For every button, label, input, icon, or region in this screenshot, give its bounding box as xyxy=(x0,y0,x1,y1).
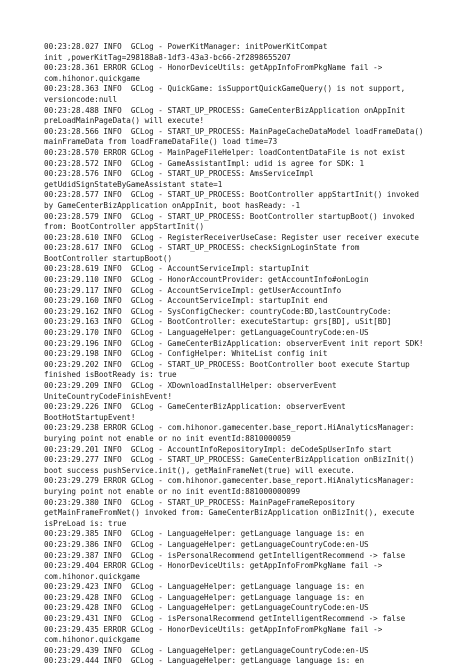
log-line: from: BootController appStartInit() xyxy=(44,222,205,232)
log-line: 00:23:29.386 INFO GCLog - LanguageHelper: getLanguageCountryCode:en-US xyxy=(44,539,369,549)
log-line: 00:23:29.423 INFO GCLog - LanguageHelper: getLanguage language is: en xyxy=(44,582,365,592)
log-line: getUdidSignStateByGameAssistant state=1 xyxy=(44,179,223,189)
log-line: BootHotStartupEvent! xyxy=(44,412,136,422)
log-line: 00:23:29.444 INFO GCLog - LanguageHelper: getLanguage language is: en xyxy=(44,656,365,666)
log-line: burying point not enable or no init eventId:8810000059 xyxy=(44,433,291,443)
log-line: versioncode:null xyxy=(44,94,118,104)
log-line: preLoadMainPageData() will execute! xyxy=(44,116,205,126)
log-line: 00:23:29.162 INFO GCLog - SysConfigChecker: countryCode:BD,lastCountryCode: xyxy=(44,306,392,316)
log-line: 00:23:28.027 INFO GCLog - PowerKitManager: initPowerKitCompat xyxy=(44,42,328,51)
log-line: 00:23:29.385 INFO GCLog - LanguageHelper: getLanguage language is: en xyxy=(44,529,365,539)
log-line: com.hihonor.quickgame xyxy=(44,73,141,83)
log-line: 00:23:29.439 INFO GCLog - LanguageHelper: getLanguageCountryCode:en-US xyxy=(44,645,369,655)
log-line: init ,powerKitTag=298188a8-1df3-43a3-bc66-2f2898655207 xyxy=(44,52,291,62)
log-line: 00:23:29.163 INFO GCLog - BootController: executeStartup: grs[BD], uSit[BD] xyxy=(44,317,392,327)
log-line: by GameCenterBizApplication onAppInit, boot hasReady: -1 xyxy=(44,200,301,210)
log-line: 00:23:29.380 INFO GCLog - START_UP_PROCESS: MainPageFrameRepository xyxy=(44,497,355,507)
log-line: 00:23:28.566 INFO GCLog - START_UP_PROCESS: MainPageCacheDataModel loadFrameData() xyxy=(44,126,424,136)
log-line: com.hihonor.quickgame xyxy=(44,635,141,645)
log-line: 00:23:29.202 INFO GCLog - START_UP_PROCESS: BootController boot execute Startup xyxy=(44,359,410,369)
log-line: 00:23:29.201 INFO GCLog - AccountInfoRepositoryImpl: deCodeSpUserInfo start xyxy=(44,444,392,454)
log-line: 00:23:29.110 INFO GCLog - HonorAccountProvider: getAccountInfo#onLogin xyxy=(44,275,369,285)
log-line: BootController startupBoot() xyxy=(44,253,173,263)
log-line: 00:23:28.576 INFO GCLog - START_UP_PROCESS: AmsServiceImpl xyxy=(44,169,314,179)
log-line: UniteCountryCodeFinishEvent! xyxy=(44,391,173,401)
log-line: 00:23:29.277 INFO GCLog - START_UP_PROCESS: GameCenterBizApplication onBizInit() xyxy=(44,455,415,465)
log-line: 00:23:28.579 INFO GCLog - START_UP_PROCESS: BootController startupBoot() invoked xyxy=(44,211,415,221)
log-line: 00:23:28.572 INFO GCLog - GameAssistantImpl: udid is agree for SDK: 1 xyxy=(44,158,365,168)
log-line: 00:23:28.610 INFO GCLog - RegisterReceiverUseCase: Register user receiver execute xyxy=(44,232,419,242)
log-line: 00:23:28.363 INFO GCLog - QuickGame: isSupportQuickGameQuery() is not support, xyxy=(44,84,406,94)
log-line: isPreLoad is: true xyxy=(44,518,127,528)
log-line: 00:23:29.428 INFO GCLog - LanguageHelper: getLanguageCountryCode:en-US xyxy=(44,603,369,613)
log-line: 00:23:29.431 INFO GCLog - isPersonalRecommend getIntelligentRecommend -> false xyxy=(44,614,406,624)
log-line: com.hihonor.quickgame xyxy=(44,571,141,581)
log-line: 00:23:28.617 INFO GCLog - START_UP_PROCESS: checkSignLoginState from xyxy=(44,243,360,253)
log-line: 00:23:29.196 INFO GCLog - GameCenterBizApplication: observerEvent init report SDK! xyxy=(44,338,424,348)
log-line: 00:23:29.117 INFO GCLog - AccountServiceImpl: getUserAccountInfo xyxy=(44,285,342,295)
log-line: 00:23:29.226 INFO GCLog - GameCenterBizApplication: observerEvent xyxy=(44,402,346,412)
log-line: 00:23:29.238 ERROR GCLog - com.hihonor.gamecenter.base_report.HiAnalyticsManager: xyxy=(44,423,415,433)
log-line: finished isBootReady is: true xyxy=(44,370,177,380)
log-line: 00:23:28.488 INFO GCLog - START_UP_PROCESS: GameCenterBizApplication onAppInit xyxy=(44,105,406,115)
log-line: 00:23:28.577 INFO GCLog - START_UP_PROCESS: BootController appStartInit() invoked xyxy=(44,190,419,200)
log-line: getMainFrameFromNet() invoked from: GameCenterBizApplication onBizInit(), execute xyxy=(44,508,415,518)
log-line: 00:23:29.170 INFO GCLog - LanguageHelper: getLanguageCountryCode:en-US xyxy=(44,328,369,338)
log-line: 00:23:29.198 INFO GCLog - ConfigHelper: WhiteList config init xyxy=(44,349,328,359)
log-line: 00:23:29.279 ERROR GCLog - com.hihonor.gamecenter.base_report.HiAnalyticsManager: xyxy=(44,476,415,486)
log-line: 00:23:29.404 ERROR GCLog - HonorDeviceUtils: getAppInfoFromPkgName fail -> xyxy=(44,561,383,571)
log-line: 00:23:29.209 INFO GCLog - XDownloadInstallHelper: observerEvent xyxy=(44,381,337,390)
log-line: 00:23:28.570 ERROR GCLog - MainPageFileHelper: loadContentDataFile is not exist xyxy=(44,147,406,157)
log-line: mainFrameData from loadFrameDataFile() load time=73 xyxy=(44,137,278,147)
log-line: 00:23:29.387 INFO GCLog - isPersonalRecommend getIntelligentRecommend -> false xyxy=(44,550,406,560)
log-line: burying point not enable or no init eventId:881000000099 xyxy=(44,486,301,496)
log-line: 00:23:29.160 INFO GCLog - AccountServiceImpl: startupInit end xyxy=(44,296,328,306)
log-line: 00:23:28.619 INFO GCLog - AccountServiceImpl: startupInit xyxy=(44,264,310,274)
log-line: boot success pushService.init(), getMainFrameNet(true) will execute. xyxy=(44,465,355,475)
log-line: 00:23:29.428 INFO GCLog - LanguageHelper: getLanguage language is: en xyxy=(44,592,365,602)
log-line: 00:23:29.435 ERROR GCLog - HonorDeviceUtils: getAppInfoFromPkgName fail -> xyxy=(44,624,383,634)
log-line: 00:23:28.361 ERROR GCLog - HonorDeviceUtils: getAppInfoFromPkgName fail -> xyxy=(44,63,383,73)
